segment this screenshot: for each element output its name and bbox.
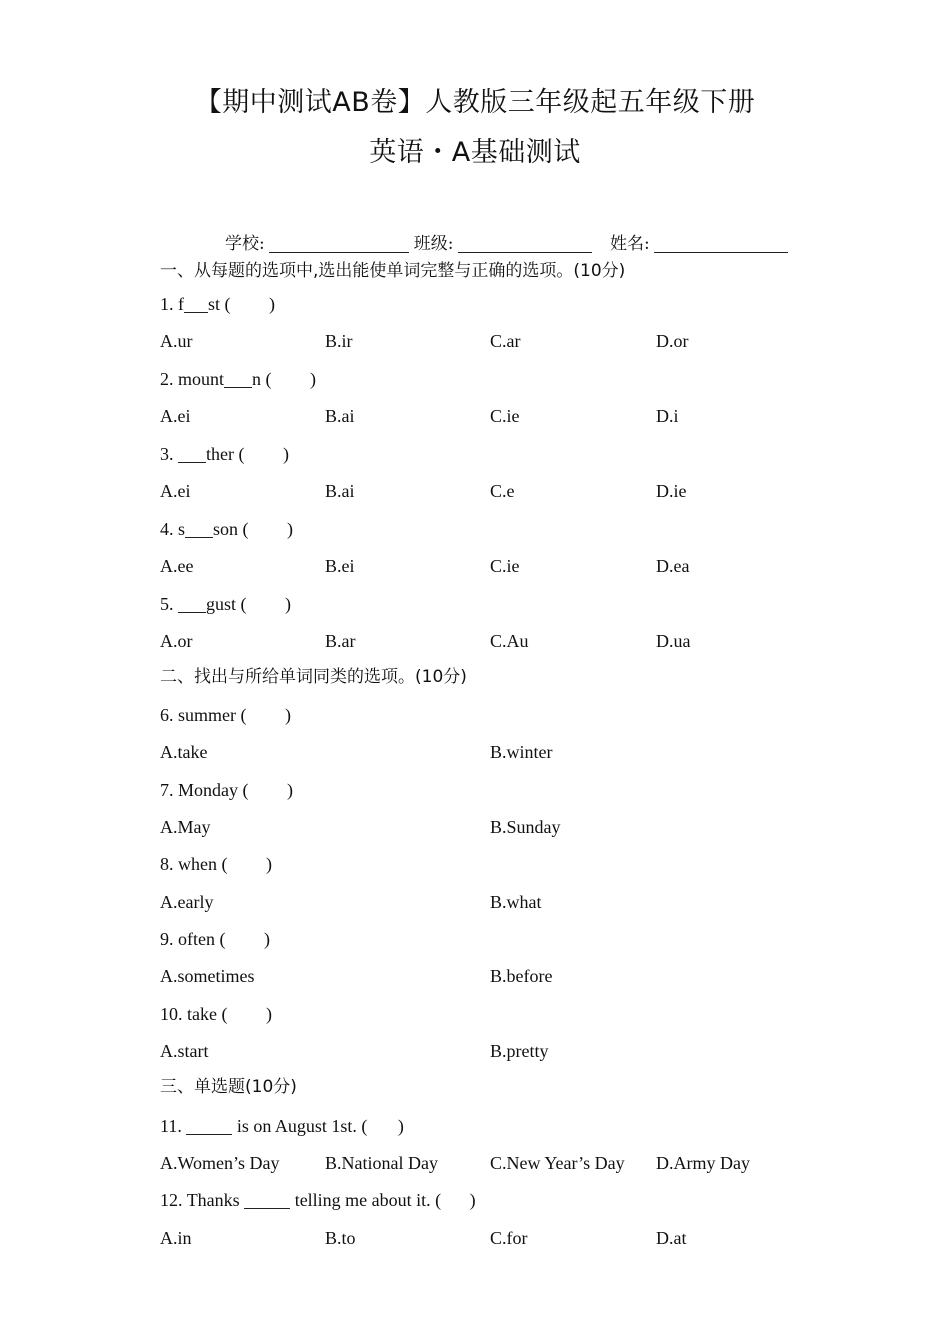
question-stem: is on August 1st. ( bbox=[236, 1116, 368, 1136]
question-number: 4. bbox=[160, 519, 174, 539]
answer-bracket[interactable]: ) bbox=[284, 705, 291, 725]
options-2 bbox=[160, 403, 800, 429]
question-stem: when ( bbox=[178, 854, 228, 874]
question-number: 9. bbox=[160, 929, 174, 949]
question-9 bbox=[160, 926, 270, 952]
answer-bracket[interactable]: ) bbox=[263, 929, 270, 949]
options-3 bbox=[160, 478, 800, 504]
answer-blank[interactable] bbox=[184, 294, 208, 313]
exam-title: 【期中测试AB卷】人教版三年级起五年级下册 bbox=[194, 87, 756, 118]
question-3 bbox=[160, 441, 289, 467]
answer-bracket[interactable]: ) bbox=[287, 519, 294, 539]
question-5 bbox=[160, 591, 291, 617]
option-d[interactable]: D.ie bbox=[656, 481, 687, 501]
option-b[interactable]: B.what bbox=[490, 892, 542, 912]
question-number: 3. bbox=[160, 444, 174, 464]
question-stem: telling me about it. ( bbox=[294, 1190, 442, 1210]
question-number: 10. bbox=[160, 1004, 183, 1024]
question-stem: Thanks bbox=[186, 1190, 240, 1210]
section-2-heading: 二、找出与所给单词同类的选项。(10分) bbox=[160, 667, 467, 687]
question-4 bbox=[160, 516, 293, 542]
question-number: 5. bbox=[160, 594, 174, 614]
name-label: 姓名: bbox=[609, 234, 650, 254]
options-7 bbox=[160, 814, 800, 840]
option-a[interactable]: A.ei bbox=[160, 406, 191, 426]
question-7 bbox=[160, 777, 293, 803]
question-number: 12. bbox=[160, 1190, 183, 1210]
question-stem: f bbox=[178, 294, 184, 314]
school-field[interactable] bbox=[269, 234, 409, 253]
option-c[interactable]: C.ie bbox=[490, 406, 520, 426]
question-stem: Monday ( bbox=[178, 780, 249, 800]
option-b[interactable]: B.ai bbox=[325, 481, 355, 501]
question-8 bbox=[160, 851, 272, 877]
option-b[interactable]: B.ir bbox=[325, 331, 353, 351]
answer-blank[interactable] bbox=[186, 1116, 232, 1135]
student-info-row bbox=[225, 229, 800, 254]
option-c[interactable]: C.Au bbox=[490, 631, 529, 651]
option-a[interactable]: A.or bbox=[160, 631, 193, 651]
question-number: 1. bbox=[160, 294, 174, 314]
question-number: 7. bbox=[160, 780, 174, 800]
option-a[interactable]: A.take bbox=[160, 742, 208, 762]
options-12 bbox=[160, 1225, 800, 1251]
answer-bracket[interactable]: ) bbox=[265, 1004, 272, 1024]
answer-bracket[interactable]: ) bbox=[285, 594, 291, 614]
question-10 bbox=[160, 1001, 272, 1027]
school-label: 学校: bbox=[225, 234, 265, 254]
option-c[interactable]: C.e bbox=[490, 481, 515, 501]
question-number: 11. bbox=[160, 1116, 182, 1136]
option-d[interactable]: D.or bbox=[656, 331, 689, 351]
question-stem: s bbox=[178, 519, 186, 539]
option-b[interactable]: B.ar bbox=[325, 631, 356, 651]
option-a[interactable]: A.in bbox=[160, 1228, 192, 1248]
option-a[interactable]: A.Women’s Day bbox=[160, 1153, 280, 1173]
option-b[interactable]: B.ai bbox=[325, 406, 355, 426]
options-1 bbox=[160, 328, 800, 354]
question-stem: gust ( bbox=[206, 594, 247, 614]
option-b[interactable]: B.before bbox=[490, 966, 553, 986]
options-11 bbox=[160, 1150, 800, 1176]
question-number: 6. bbox=[160, 705, 174, 725]
answer-blank[interactable] bbox=[244, 1190, 290, 1209]
options-6 bbox=[160, 739, 800, 765]
question-stem: son ( bbox=[213, 519, 249, 539]
question-6 bbox=[160, 702, 291, 728]
option-a[interactable]: A.early bbox=[160, 892, 214, 912]
question-12 bbox=[160, 1187, 476, 1213]
question-11 bbox=[160, 1113, 404, 1139]
answer-bracket[interactable]: ) bbox=[310, 369, 317, 389]
answer-blank[interactable] bbox=[224, 369, 252, 388]
question-2 bbox=[160, 366, 316, 392]
option-b[interactable]: B.Sunday bbox=[490, 817, 561, 837]
options-8 bbox=[160, 889, 800, 915]
option-c[interactable]: C.for bbox=[490, 1228, 528, 1248]
option-d[interactable]: D.at bbox=[656, 1228, 687, 1248]
question-stem: often ( bbox=[178, 929, 226, 949]
question-stem: take ( bbox=[187, 1004, 228, 1024]
answer-blank[interactable] bbox=[178, 444, 206, 463]
question-stem: mount bbox=[178, 369, 225, 389]
options-4 bbox=[160, 553, 800, 579]
options-9 bbox=[160, 963, 800, 989]
option-c[interactable]: C.ie bbox=[490, 556, 520, 576]
class-label: 班级: bbox=[413, 234, 454, 254]
question-number: 8. bbox=[160, 854, 174, 874]
answer-bracket[interactable]: ) bbox=[287, 780, 293, 800]
answer-bracket[interactable]: ) bbox=[397, 1116, 404, 1136]
question-stem: summer ( bbox=[178, 705, 247, 725]
option-d[interactable]: D.Army Day bbox=[656, 1153, 750, 1173]
option-a[interactable]: A.May bbox=[160, 817, 211, 837]
option-b[interactable]: B.winter bbox=[490, 742, 553, 762]
answer-bracket[interactable]: ) bbox=[282, 444, 289, 464]
option-c[interactable]: C.ar bbox=[490, 331, 521, 351]
option-a[interactable]: A.ei bbox=[160, 481, 191, 501]
question-number: 2. bbox=[160, 369, 174, 389]
option-c[interactable]: C.New Year’s Day bbox=[490, 1153, 625, 1173]
answer-blank[interactable] bbox=[185, 519, 213, 538]
exam-subtitle: 英语・A基础测试 bbox=[369, 137, 581, 168]
option-d[interactable]: D.ea bbox=[656, 556, 690, 576]
class-field[interactable] bbox=[458, 234, 592, 253]
option-a[interactable]: A.ee bbox=[160, 556, 194, 576]
name-field[interactable] bbox=[654, 234, 788, 253]
answer-blank[interactable] bbox=[178, 594, 206, 613]
option-d[interactable]: D.i bbox=[656, 406, 679, 426]
answer-bracket[interactable]: ) bbox=[269, 294, 275, 314]
option-b[interactable]: B.to bbox=[325, 1228, 356, 1248]
question-stem: n ( bbox=[252, 369, 272, 389]
option-a[interactable]: A.ur bbox=[160, 331, 193, 351]
option-b[interactable]: B.ei bbox=[325, 556, 355, 576]
section-3-heading: 三、单选题(10分) bbox=[160, 1077, 297, 1097]
options-10 bbox=[160, 1038, 800, 1064]
option-b[interactable]: B.National Day bbox=[325, 1153, 438, 1173]
option-b[interactable]: B.pretty bbox=[490, 1041, 549, 1061]
section-1-heading: 一、从每题的选项中,选出能使单词完整与正确的选项。(10分) bbox=[160, 261, 626, 281]
question-stem: st ( bbox=[208, 294, 231, 314]
answer-bracket[interactable]: ) bbox=[469, 1190, 476, 1210]
option-d[interactable]: D.ua bbox=[656, 631, 691, 651]
answer-bracket[interactable]: ) bbox=[265, 854, 272, 874]
options-5 bbox=[160, 628, 800, 654]
option-a[interactable]: A.start bbox=[160, 1041, 209, 1061]
question-1 bbox=[160, 291, 275, 317]
option-a[interactable]: A.sometimes bbox=[160, 966, 255, 986]
question-stem: ther ( bbox=[206, 444, 245, 464]
